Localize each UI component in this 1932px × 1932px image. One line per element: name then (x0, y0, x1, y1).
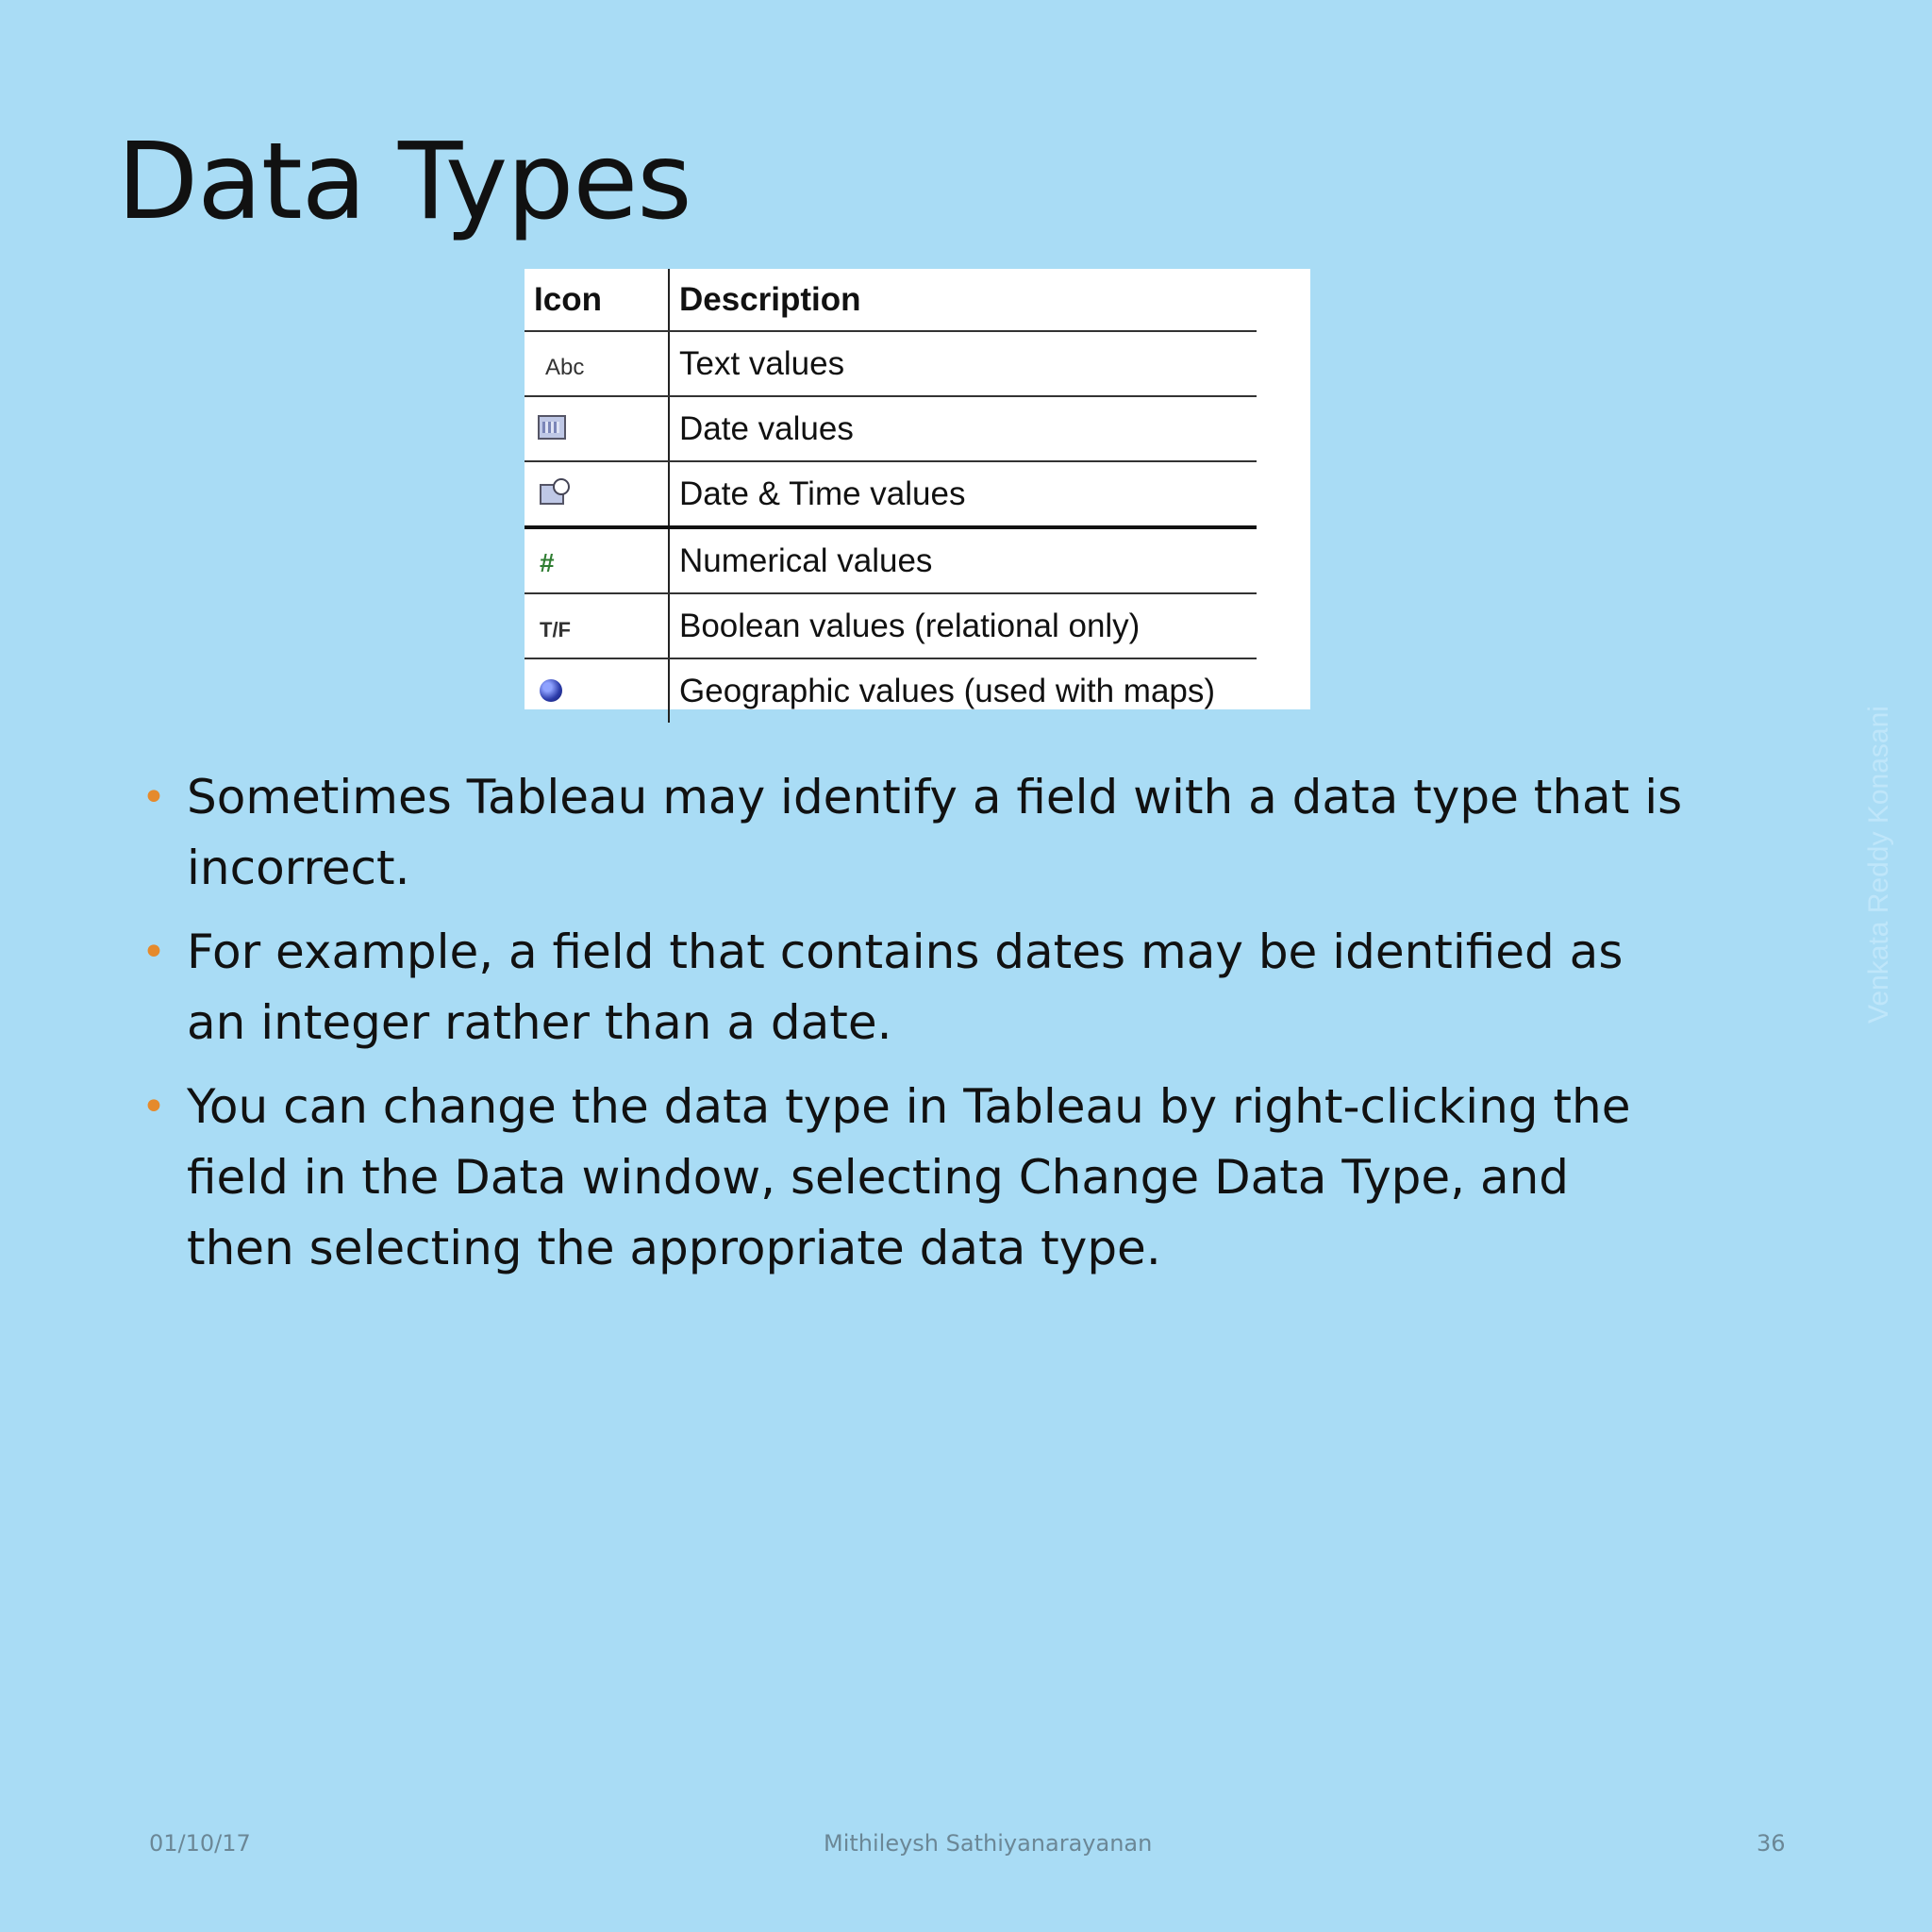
bullet-item (142, 762, 1689, 904)
row-description: Geographic values (used with maps) (679, 672, 1216, 709)
row-description: Boolean values (relational only) (669, 593, 1257, 658)
header-description: Description (669, 269, 1257, 331)
bullet-text: For example, a field that contains dates may be identified as an integer rather than a date. (187, 924, 1624, 1050)
table-row (525, 331, 1257, 396)
header-icon: Icon (525, 269, 669, 331)
row-description: Text values (669, 331, 1257, 396)
table-header-row (525, 269, 1257, 331)
globe-icon (540, 679, 562, 702)
calendar-clock-icon (540, 484, 564, 505)
footer-date: 01/10/17 (149, 1830, 251, 1857)
data-types-table-image (525, 269, 1310, 709)
row-description: Date & Time values (669, 461, 1257, 527)
table-row (525, 658, 1257, 723)
slide-title: Data Types (117, 121, 691, 243)
bullet-item (142, 1072, 1689, 1284)
row-description: Numerical values (669, 527, 1257, 593)
boolean-icon: T/F (540, 617, 571, 641)
table-row (525, 461, 1257, 527)
bullet-text: You can change the data type in Tableau by right-clicking the field in the Data window, selecting Change Data Type, and then selecting the appropriate data type. (187, 1079, 1631, 1275)
bullet-list (142, 762, 1689, 1297)
hash-icon: # (540, 547, 555, 577)
row-description: Date values (669, 396, 1257, 461)
footer-author: Mithileysh Sathiyanarayanan (824, 1830, 1153, 1857)
bullet-item (142, 917, 1689, 1058)
bullet-text: Sometimes Tableau may identify a field with a data type that is incorrect. (187, 770, 1683, 895)
table-row (525, 396, 1257, 461)
bullet-dot-icon: • (142, 1083, 166, 1131)
calendar-icon (538, 415, 566, 440)
table-row (525, 593, 1257, 658)
table-row (525, 527, 1257, 593)
bullet-dot-icon: • (142, 774, 166, 822)
data-types-table (525, 269, 1257, 723)
text-icon: Abc (545, 354, 585, 380)
watermark: Venkata Reddy Konasani (1863, 706, 1894, 1024)
bullet-dot-icon: • (142, 928, 166, 976)
footer-page-number: 36 (1757, 1830, 1786, 1857)
